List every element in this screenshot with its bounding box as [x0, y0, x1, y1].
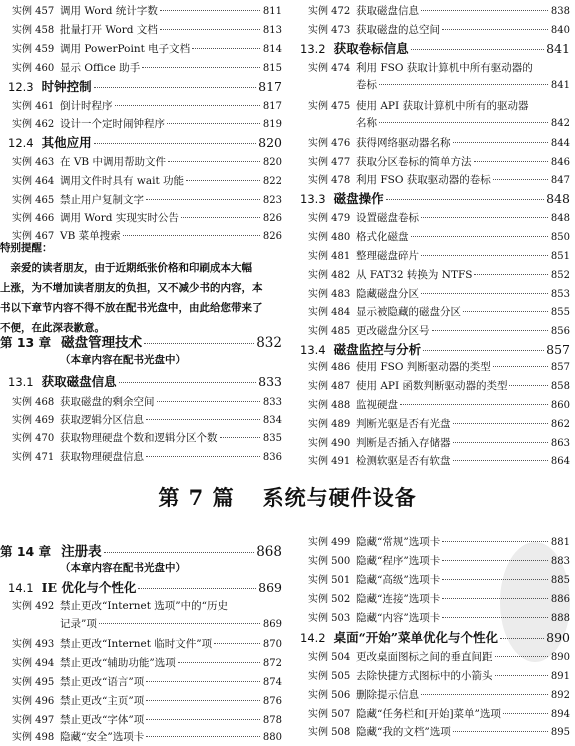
toc-entry[interactable]: 实例 466 调用 Word 实现实时公告 826 [12, 212, 282, 224]
toc-entry[interactable]: 实例 489 判断光驱是否有光盘 862 [308, 418, 570, 430]
section-heading[interactable]: 13.2 获取卷标信息 841 [300, 41, 570, 56]
toc-entry[interactable]: 实例 464 调用文件时具有 wait 功能 822 [12, 175, 282, 187]
toc-entry[interactable]: 实例 481 整理磁盘碎片 851 [308, 250, 570, 262]
toc-entry[interactable]: 实例 492 禁止更改“Internet 选项”中的“历史 [12, 600, 228, 612]
toc-entry-cont[interactable]: 卷标 841 [356, 79, 570, 91]
toc-entry[interactable]: 实例 477 获取分区卷标的简单方法 846 [308, 156, 570, 168]
toc-entry[interactable]: 实例 480 格式化磁盘 850 [308, 231, 570, 243]
toc-entry[interactable]: 实例 468 获取磁盘的剩余空间 833 [12, 396, 282, 408]
toc-entry[interactable]: 实例 473 获取磁盘的总空间 840 [308, 24, 570, 36]
toc-entry[interactable]: 实例 508 隐藏“我的文档”选项 895 [308, 726, 570, 738]
toc-entry-cont[interactable]: 名称 842 [356, 117, 570, 129]
toc-entry[interactable]: 实例 504 更改桌面图标之间的垂直间距 890 [308, 651, 570, 663]
right-column-bottom [296, 533, 570, 742]
left-column-bottom [0, 540, 282, 742]
toc-entry[interactable]: 实例 498 隐藏“安全”选项卡 880 [12, 731, 282, 743]
notice-line: 上涨，为不增加读者朋友的负担，又不减少书的内容，本 [0, 282, 263, 294]
toc-entry[interactable]: 实例 471 获取物理硬盘信息 836 [12, 451, 282, 463]
toc-entry[interactable]: 实例 472 获取磁盘信息 838 [308, 5, 570, 17]
toc-entry[interactable]: 实例 488 监视硬盘 860 [308, 399, 570, 411]
section-heading[interactable]: 13.1 获取磁盘信息 833 [8, 374, 282, 389]
toc-entry[interactable]: 实例 501 隐藏“高级”选项卡 885 [308, 574, 570, 586]
notice-line: 亲爱的读者朋友，由于近期纸张价格和印刷成本大幅 [0, 262, 252, 274]
section-heading[interactable]: 14.1 IE 优化与个性化 869 [8, 580, 282, 595]
special-notice [0, 238, 288, 338]
toc-entry[interactable]: 实例 495 禁止更改“语言”项 874 [12, 676, 282, 688]
chapter-heading[interactable]: 第 13 章 磁盘管理技术 832 [0, 335, 282, 351]
toc-entry[interactable]: 实例 505 去除快捷方式图标中的小箭头 891 [308, 670, 570, 682]
toc-entry[interactable]: 实例 503 隐藏“内容”选项卡 888 [308, 612, 570, 624]
left-column-top [0, 0, 282, 470]
section-heading[interactable]: 13.3 磁盘操作 848 [300, 191, 570, 206]
section-heading[interactable]: 13.4 磁盘监控与分析 857 [300, 342, 570, 357]
toc-entry[interactable]: 实例 494 禁止更改“辅助功能”选项 872 [12, 657, 282, 669]
toc-entry[interactable]: 实例 485 更改磁盘分区号 856 [308, 325, 570, 337]
toc-entry-cont[interactable]: 记录”项 869 [60, 618, 282, 630]
toc-entry[interactable]: 实例 460 显示 Office 助手 815 [12, 62, 282, 74]
toc-entry[interactable]: 实例 463 在 VB 中调用帮助文件 820 [12, 156, 282, 168]
toc-entry[interactable]: 实例 459 调用 PowerPoint 电子文档 814 [12, 43, 282, 55]
section-heading[interactable]: 12.4 其他应用 820 [8, 135, 282, 150]
toc-entry[interactable]: 实例 500 隐藏“程序”选项卡 883 [308, 555, 570, 567]
notice-line: 不便，在此深表歉意。 [0, 322, 105, 334]
toc-entry[interactable]: 实例 479 设置磁盘卷标 848 [308, 212, 570, 224]
chapter-heading[interactable]: 第 14 章 注册表 868 [0, 544, 282, 560]
toc-entry[interactable]: 实例 507 隐藏“任务栏和[开始]菜单”选项 894 [308, 708, 570, 720]
toc-entry[interactable]: 实例 462 设计一个定时闹钟程序 819 [12, 118, 282, 130]
toc-entry[interactable]: 实例 482 从 FAT32 转换为 NTFS 852 [308, 269, 570, 281]
notice-line: 书以下章节内容不得不放在配书光盘中，由此给您带来了 [0, 302, 263, 314]
toc-entry[interactable]: 实例 478 利用 FSO 获取驱动器的卷标 847 [308, 174, 570, 186]
toc-entry[interactable]: 实例 490 判断是否插入存储器 863 [308, 437, 570, 449]
notice-heading: 特别提醒： [0, 242, 53, 254]
toc-entry[interactable]: 实例 465 禁止用户复制文字 823 [12, 194, 282, 206]
chapter-subnote: （本章内容在配书光盘中） [60, 562, 186, 574]
toc-entry[interactable]: 实例 484 显示被隐藏的磁盘分区 855 [308, 306, 570, 318]
toc-entry[interactable]: 实例 474 利用 FSO 获取计算机中所有驱动器的 [308, 62, 533, 74]
toc-entry[interactable]: 实例 470 获取物理硬盘个数和逻辑分区个数 835 [12, 432, 282, 444]
right-column-top [296, 0, 570, 470]
toc-entry[interactable]: 实例 457 调用 Word 统计字数 811 [12, 5, 282, 17]
toc-entry[interactable]: 实例 487 使用 API 函数判断驱动器的类型 858 [308, 380, 570, 392]
toc-entry[interactable]: 实例 496 禁止更改“主页”项 876 [12, 695, 282, 707]
part-title: 第 7 篇 系统与硬件设备 [158, 485, 417, 510]
toc-entry[interactable]: 实例 469 获取逻辑分区信息 834 [12, 414, 282, 426]
toc-entry[interactable]: 实例 475 使用 API 获取计算机中所有的驱动器 [308, 100, 529, 112]
toc-entry[interactable]: 实例 497 禁止更改“字体”项 878 [12, 714, 282, 726]
chapter-subnote: （本章内容在配书光盘中） [60, 354, 186, 366]
toc-entry[interactable]: 实例 502 隐藏“连接”选项卡 886 [308, 593, 570, 605]
toc-entry[interactable]: 实例 491 检测软驱是否有软盘 864 [308, 455, 570, 467]
toc-entry[interactable]: 实例 506 删除提示信息 892 [308, 689, 570, 701]
toc-entry[interactable]: 实例 458 批量打开 Word 文档 813 [12, 24, 282, 36]
toc-entry[interactable]: 实例 461 倒计时程序 817 [12, 100, 282, 112]
toc-entry[interactable]: 实例 499 隐藏“常规”选项卡 881 [308, 536, 570, 548]
toc-entry[interactable]: 实例 493 禁止更改“Internet 临时文件”项 870 [12, 638, 282, 650]
section-heading[interactable]: 12.3 时钟控制 817 [8, 79, 282, 94]
toc-entry[interactable]: 实例 476 获得网络驱动器名称 844 [308, 137, 570, 149]
section-heading[interactable]: 14.2 桌面“开始”菜单优化与个性化 890 [300, 630, 570, 645]
toc-entry[interactable]: 实例 483 隐藏磁盘分区 853 [308, 288, 570, 300]
toc-entry[interactable]: 实例 467 VB 菜单搜索 826 [12, 230, 282, 242]
toc-entry[interactable]: 实例 486 使用 FSO 判断驱动器的类型 857 [308, 361, 570, 373]
